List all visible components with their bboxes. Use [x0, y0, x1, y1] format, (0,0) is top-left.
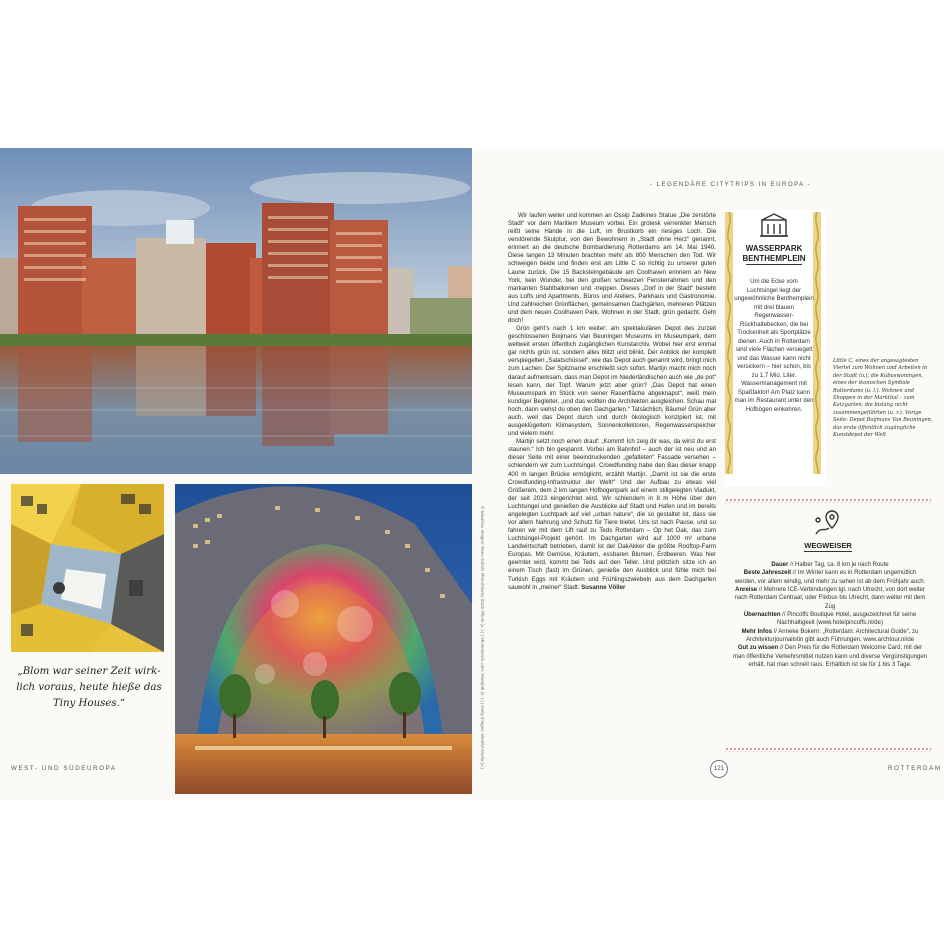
markthal-photo — [175, 484, 472, 794]
sidebar-text: Um die Ecke vom Luchtsingel liegt der ungewöhnliche Benthemplein mit drei blauen Regenwasser-Rückhaltebecken, die bei Trockenheit als Sportplätze dienen. Auch in Rotterdam sind viele Flächen versiegelt und das Wasser kann nicht versickern – hier schon, bis zu 1,7 Mio. Liter. Wassermanagement mit Spaßfaktor! Am Platz kann man im Restaurant unter den Hofbögen einkehren. — [734, 278, 814, 413]
ornament-strip-right — [813, 212, 821, 474]
wegweiser-text: // Anneke Bokern: „Rotterdam: Architectural Guide“, zu Architekturjournalistin gibt auch Führungen, www.archtour.nl/de — [745, 628, 919, 644]
wegweiser-text: // Den Preis für die Rotterdam Welcome Card, mit der man öffentliche Verkehrsmittel nutzen kann und diverse Vergünstigungen erhält, hat man schnell raus. Erhältlich ist sie für 1 bis 3 Tage. — [733, 645, 928, 669]
photo-credit — [478, 506, 486, 769]
folio-right: ROTTERDAM — [888, 765, 942, 772]
wegweiser-title: WEGWEISER — [804, 541, 852, 550]
article-body — [508, 212, 716, 592]
wegweiser-item — [733, 611, 927, 628]
running-head: - LEGENDÄRE CITYTRIPS IN EUROPA - — [650, 181, 811, 188]
map-pin-icon — [813, 508, 843, 536]
wegweiser-item — [733, 561, 927, 569]
page-number: 121 — [710, 760, 728, 778]
body-paragraph — [508, 438, 716, 591]
wegweiser-list — [733, 561, 927, 669]
sidebar-title-line2: BENTHEMPLEIN — [742, 254, 806, 263]
body-paragraph-text: Martijn setzt noch einen drauf: „Kommt! Ich zeig dir was, da wirst du erst staunen.“ Ich bin gespannt. Vorbei am Bahnhof – auch der ist neu und an dieser Seite mit einer beeindruckenden „gefalteten“ Fassade versehen – schlendern wir zum Luchtsingel. Crowdfunding habe den Bau dieser knapp 400 m langen Brücke ermöglicht, erzählt Martijn. „Damit ist sie die erste Crowdfunding-Infrastruktur der Welt!“ Und der Aufbau zu etwas viel Größerem, dem 2 km langen Hofbogenpark auf einem stillgelegten Viadukt, der seit 2023 eingerichtet wird. Wir schlendern in 8 m Höhe über den Luchtsingel und genießen die Ausblicke auf Stadt und Hafen und im bereits angelegten Luchtpark auf viel „urban nature“, die so gestaltet ist, dass sie vor allem Nahrung und Schutz für Tiere bietet. Uns ist nach Pause, und so fahren wir mit dem Lift rauf zu Teds Rotterdam – Op het Dak, das zum Luchtsingel-Projekt gehört. Im Dachgarten wird auf 1000 m² urbane Landwirtschaft betrieben, damit ist der DakAkker die größte Rooftop-Farm Europas. Mit Gemüse, Kräutern, essbaren Blumen, Erdbeeren. Was hier geerntet wird, kommt bei Teds auf den Teller. Und plötzlich sitze ich an einem Tisch (fast) im Grünen, genieße den Ausblick und fühle mich bei Turkish Eggs mit Kräutern und Frühlingszwiebeln aus dem Dachgarten sauwohl in „meiner“ Stadt. — [508, 438, 716, 591]
ornament-strip-left — [725, 212, 733, 474]
wegweiser-item — [733, 569, 927, 586]
wegweiser-text: // Mehrere ICE-Verbindungen tgl. nach Utrecht, von dort weiter nach Rotterdam Centraal; oder Flixbus bis Utrecht, dann weiter mit dem Zug — [734, 587, 926, 610]
wegweiser-item — [733, 586, 927, 611]
sidebar-title — [738, 244, 810, 264]
wegweiser-label: Gut zu wissen — [737, 645, 779, 652]
ornament-divider-top — [725, 491, 931, 497]
wegweiser-label: Anreise — [735, 587, 758, 594]
wegweiser-title-underline — [804, 551, 852, 552]
wegweiser-label: Dauer — [771, 562, 789, 568]
author-name: Susanne Völler — [581, 583, 626, 591]
pull-quote: „Blom war seiner Zeit wirk-lich voraus, heute hieße das Tiny Houses.“ — [16, 666, 162, 709]
wegweiser-text: // Pincoffs Boutique Hotel, ausgezeichnet für seine Nachhaltigkeit (www.hotelpincoffs.nl/de) — [777, 612, 917, 627]
photo-credit-text: © Mauritius Images: Rene Schulz Photo/Alamy Stock Photo (u. l.) | Shutterstock.com: Mandj98 (u. r.) | Getty Images: Mindful Media (o.) — [480, 506, 485, 769]
wegweiser-label: Übernachten — [743, 612, 781, 619]
wegweiser-label: Beste Jahreszeit — [743, 570, 792, 577]
wegweiser-text: // Im Winter kann es in Rotterdam ungemütlich werden, vor allem windig, und mehr zu sehen ist ab dem Frühjahr auch. — [734, 570, 926, 585]
wegweiser-item — [733, 644, 927, 669]
wegweiser-item — [733, 628, 927, 645]
ornament-divider-bottom — [725, 740, 931, 746]
folio-left: WEST- UND SÜDEUROPA — [11, 765, 117, 772]
wegweiser-text: // Halber Tag, ca. 8 km je nach Route — [788, 562, 889, 568]
body-paragraph: Grün geht’s nach 1 km weiter: am spektakulären Depot des zurzeit geschlossenen Boijmans Van Beuningen Museums im Museumpark, dem weltweit ersten öffentlich zugänglichen Kunstarchiv. Wobei hier erst einmal gar nichts grün ist, sondern alles blitzt und blinkt. Der Anblick der komplett verspiegelten „Salatschüssel“, wie das Depot auch genannt wird, bringt mich zum Lachen. Der Spitzname erschließt sich sofort. Martijn macht mich noch darauf aufmerksam, dass man Depot im Niederländischen auch wie „de pot“ lesen kann, der Topf. Warum jetzt aber grün? „Das Depot hat einen Museumspark im Stück von seiner Rasenfläche abgeknapst“, weiß mein kundiger Begleiter, „und das wollten die Architekten ausgleichen. Schau mal hoch, dann siehst du oben den Dachgarten.“ Tatsächlich, Bäume! Grün aber auch, weil das Depot durch und durch ökologisch konzipiert ist, mit ausgeklügeltem Klimasystem, Sonnenkollektoren, Regenwasserspeicher und vielem mehr. — [508, 325, 716, 438]
sidebar-title-underline — [746, 264, 802, 265]
body-paragraph: Wir laufen weiter und kommen an Ossip Zadkines Statue „Die zerstörte Stadt“ vor dem Maritiem Museum vorbei. Ein grotesk verrenkter Mensch reißt seine Hände in die Luft, im Brustkorb ein riesiges Loch. Die verstörende Skulptur, von den Bewohnern in „Stadt ohne Herz“ genannt, erinnert an die deutsche Bombardierung Rotterdams am 14. Mai 1940. Diese langen 13 Minuten brachten mehr als 800 Menschen den Tod. Wir schweigen beide und finden erst am Little C so richtig zu unserer guten Laune zurück. Die 15 Backsteingebäude am Coolhaven erinnern an New York, kein Wunder, bei den großen schwarzen Fensterrahmen und den markanten Stahlbalkonen und -treppen. Dieses „Dorf in der Stadt“ besteht aus Lofts und Apartments, Büros und Ateliers, Parkhaus und Gastronomie. Und zahlreichen Grünflächen, gemeinsamen Dachgärten, mehreren Plätzen und dem neuen Coolhaven Park. Wohnen in der Stadt, grün gedacht. Geht doch! — [508, 212, 716, 325]
wegweiser-label: Mehr Infos — [741, 628, 772, 635]
photo-caption: Little C, eines der angesagtesten Viertel zum Wohnen und Arbeiten in der Stadt (o.); die Kubuswoningen, eines der ikonischen Symbole Rotterdams (u. l.). Wohnen und Shoppen in der Markthal – zum Katzgarten, die bislang nicht zusammengeführten (u. r.). Vorige Seite: Depot Boijmans Van Beuningen, das erste öffentlich zugängliche Kunstdepot der Welt — [833, 358, 933, 439]
cube-houses-photo — [11, 484, 164, 652]
skyline-photo — [0, 148, 472, 474]
sidebar-title-line1: WASSERPARK — [745, 244, 803, 253]
building-icon — [759, 212, 789, 238]
